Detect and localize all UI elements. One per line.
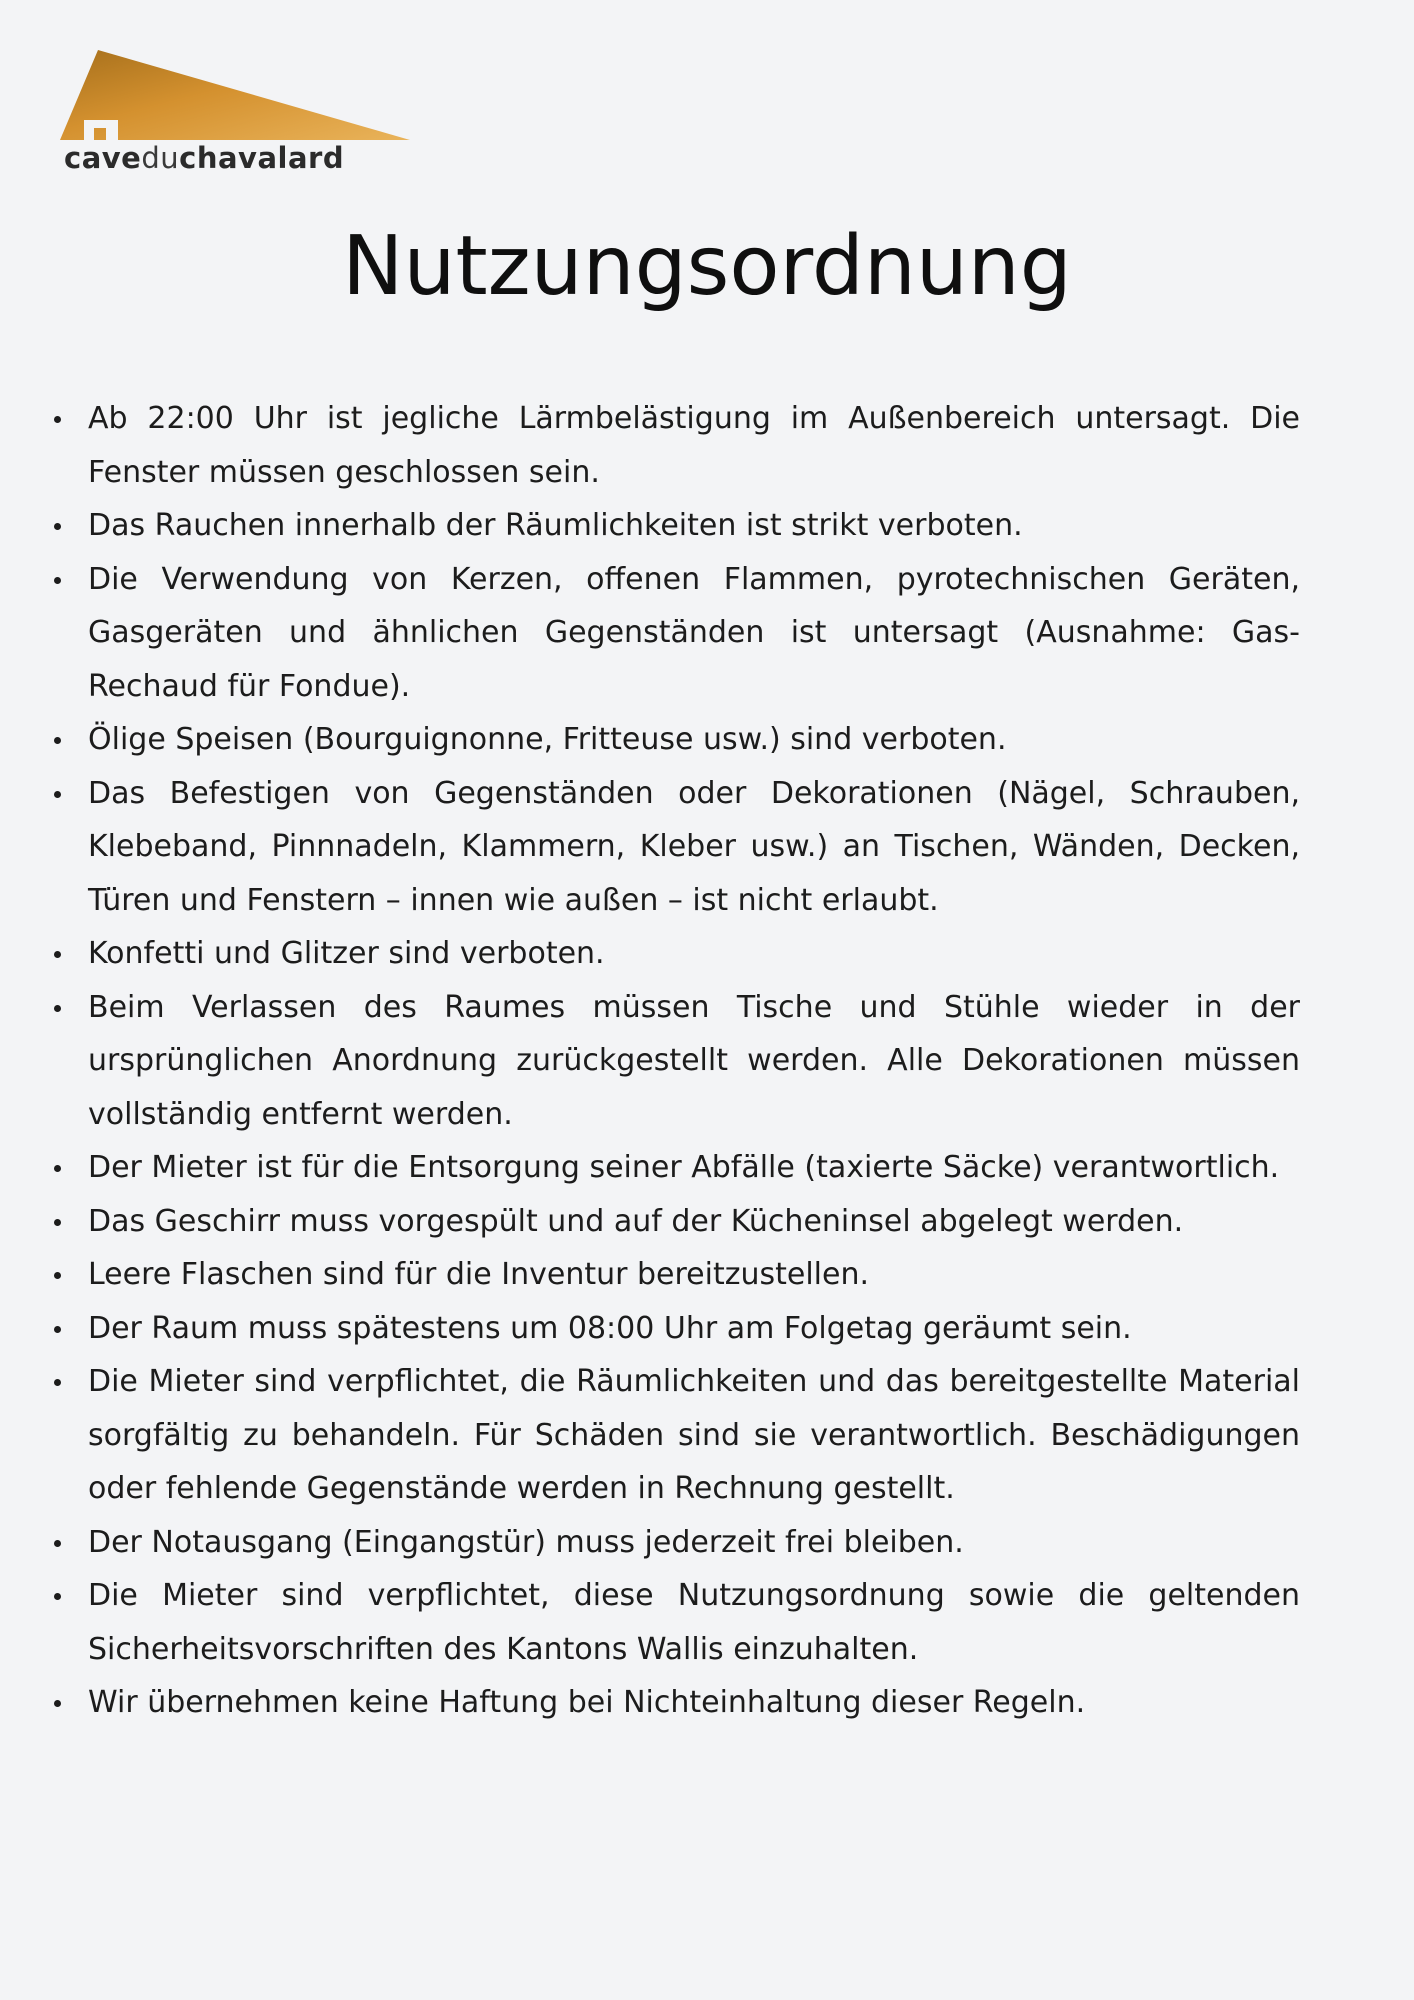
rule-item: Wir übernehmen keine Haftung bei Nichteinhaltung dieser Regeln. (48, 1676, 1300, 1730)
rule-item: Konfetti und Glitzer sind verboten. (48, 927, 1300, 981)
rule-item: Die Mieter sind verpflichtet, die Räumlichkeiten und das bereitgestellte Material sorgfältig zu behandeln. Für Schäden sind sie verantwortlich. Beschädigungen oder fehlende Gegenstände werden in Rechnung gestellt. (48, 1355, 1300, 1516)
logo-text-cave: cave (64, 141, 142, 175)
rule-item: Der Notausgang (Eingangstür) muss jederzeit frei bleiben. (48, 1516, 1300, 1570)
rule-item: Das Rauchen innerhalb der Räumlichkeiten ist strikt verboten. (48, 499, 1300, 553)
rule-item: Der Mieter ist für die Entsorgung seiner Abfälle (taxierte Säcke) verantwortlich. (48, 1141, 1300, 1195)
logo-text-du: du (141, 141, 180, 175)
rule-item: Die Mieter sind verpflichtet, diese Nutzungsordnung sowie die geltenden Sicherheitsvorschriften des Kantons Wallis einzuhalten. (48, 1569, 1300, 1676)
logo-wordmark (64, 141, 345, 175)
rule-item: Die Verwendung von Kerzen, offenen Flammen, pyrotechnischen Geräten, Gasgeräten und ähnlichen Gegenständen ist untersagt (Ausnahme: Gas-Rechaud für Fondue). (48, 553, 1300, 714)
page-title: Nutzungsordnung (342, 219, 1072, 314)
logo (60, 48, 420, 178)
logo-roof-icon (60, 48, 420, 143)
rule-item: Der Raum muss spätestens um 08:00 Uhr am Folgetag geräumt sein. (48, 1302, 1300, 1356)
rule-item: Ab 22:00 Uhr ist jegliche Lärmbelästigung im Außenbereich untersagt. Die Fenster müssen geschlossen sein. (48, 392, 1300, 499)
logo-text-chavalard: chavalard (179, 141, 345, 175)
rule-item: Leere Flaschen sind für die Inventur bereitzustellen. (48, 1248, 1300, 1302)
rule-item: Ölige Speisen (Bourguignonne, Fritteuse usw.) sind verboten. (48, 713, 1300, 767)
rule-item: Das Befestigen von Gegenständen oder Dekorationen (Nägel, Schrauben, Klebeband, Pinnnadeln, Klammern, Kleber usw.) an Tischen, Wänden, Decken, Türen und Fenstern – innen wie außen – ist nicht erlaubt. (48, 767, 1300, 928)
rule-item: Das Geschirr muss vorgespült und auf der Kücheninsel abgelegt werden. (48, 1195, 1300, 1249)
rule-item: Beim Verlassen des Raumes müssen Tische und Stühle wieder in der ursprünglichen Anordnung zurückgestellt werden. Alle Dekorationen müssen vollständig entfernt werden. (48, 981, 1300, 1142)
rules-list (48, 392, 1300, 1730)
